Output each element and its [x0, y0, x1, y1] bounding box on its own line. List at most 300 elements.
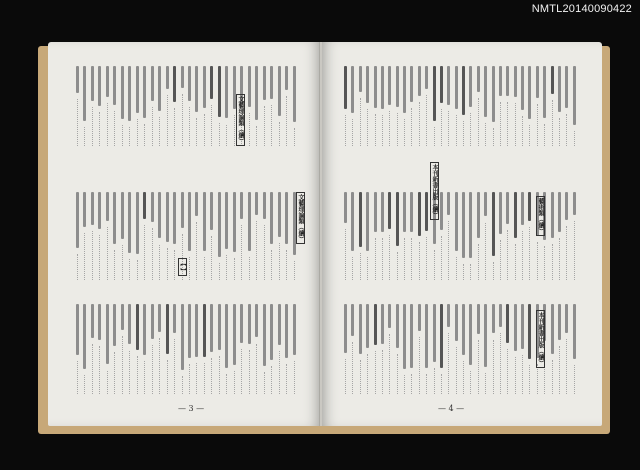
text-column	[248, 66, 251, 107]
text-column	[278, 192, 281, 237]
text-column	[492, 192, 495, 256]
leader-dots	[559, 118, 561, 146]
text-column	[477, 304, 480, 334]
text-column	[113, 66, 116, 105]
text-column	[484, 304, 487, 367]
leader-dots	[189, 107, 191, 146]
leader-dots	[144, 124, 146, 146]
text-column	[573, 66, 576, 125]
leader-dots	[441, 109, 443, 146]
left-header-2: 文藝理論類（續）	[297, 194, 304, 242]
leader-dots	[174, 108, 176, 146]
leader-dots	[226, 374, 228, 394]
leader-dots	[249, 113, 251, 146]
text-column	[151, 66, 154, 101]
text-column	[573, 192, 576, 215]
leader-dots	[544, 246, 546, 280]
right-header-2: 本刊新書出版（續）	[537, 312, 544, 366]
text-column	[181, 304, 184, 370]
leader-dots	[360, 98, 362, 146]
leader-dots	[211, 236, 213, 280]
text-column	[83, 304, 86, 369]
leader-dots	[211, 358, 213, 394]
leader-dots	[107, 371, 109, 395]
text-column	[374, 192, 377, 232]
leader-dots	[196, 363, 198, 394]
leader-dots	[196, 222, 198, 280]
text-column	[447, 192, 450, 215]
text-column	[462, 192, 465, 258]
leader-dots	[559, 346, 561, 394]
text-column	[76, 304, 79, 355]
leader-dots	[448, 333, 450, 394]
text-column	[203, 304, 206, 357]
leader-dots	[77, 99, 79, 146]
leader-dots	[167, 95, 169, 146]
text-column	[240, 304, 243, 343]
leader-dots	[107, 103, 109, 146]
leader-dots	[241, 225, 243, 280]
text-column	[128, 304, 131, 344]
leader-dots	[122, 336, 124, 394]
text-column	[128, 66, 131, 121]
leader-dots	[404, 119, 406, 146]
text-column	[528, 66, 531, 119]
text-column	[425, 66, 428, 89]
leader-dots	[507, 102, 509, 146]
text-column	[106, 66, 109, 97]
leader-dots	[294, 361, 296, 394]
text-column	[396, 304, 399, 348]
text-column	[76, 192, 79, 248]
text-column	[396, 66, 399, 107]
text-column	[98, 192, 101, 229]
text-column	[506, 192, 509, 224]
leader-dots	[174, 339, 176, 394]
leader-dots	[529, 125, 531, 146]
leader-dots	[226, 255, 228, 280]
text-column	[521, 192, 524, 225]
leader-dots	[529, 365, 531, 394]
text-column	[203, 66, 206, 108]
leader-dots	[182, 94, 184, 146]
text-column	[188, 192, 191, 251]
leader-dots	[219, 123, 221, 146]
text-column	[218, 192, 221, 257]
leader-dots	[574, 131, 576, 146]
leader-dots	[375, 238, 377, 280]
leader-dots	[152, 228, 154, 280]
leader-dots	[404, 238, 406, 280]
text-column	[433, 66, 436, 121]
leader-dots	[271, 366, 273, 394]
text-column	[381, 192, 384, 232]
leader-dots	[294, 128, 296, 146]
leader-dots	[189, 364, 191, 394]
text-column	[506, 304, 509, 343]
leader-dots	[114, 111, 116, 146]
leader-dots	[345, 115, 347, 146]
leader-dots	[367, 257, 369, 280]
text-column	[210, 192, 213, 230]
text-column	[506, 66, 509, 96]
leader-dots	[382, 238, 384, 280]
leader-dots	[456, 347, 458, 394]
text-column	[521, 304, 524, 349]
text-column	[551, 192, 554, 238]
text-column	[136, 66, 139, 113]
leader-dots	[389, 235, 391, 280]
leader-dots	[515, 244, 517, 280]
text-column	[484, 66, 487, 117]
text-column	[285, 66, 288, 90]
text-column	[351, 66, 354, 113]
left-top-block	[76, 66, 300, 146]
text-column	[173, 66, 176, 102]
leader-dots	[137, 119, 139, 146]
leader-dots	[434, 127, 436, 146]
leader-dots	[566, 339, 568, 394]
leader-dots	[470, 371, 472, 394]
text-column	[455, 66, 458, 109]
leader-dots	[271, 250, 273, 280]
text-column	[403, 192, 406, 232]
text-column	[410, 304, 413, 368]
text-column	[278, 66, 281, 116]
text-column	[521, 66, 524, 110]
leader-dots	[493, 340, 495, 395]
leader-dots	[441, 374, 443, 394]
leader-dots	[129, 127, 131, 146]
text-column	[293, 66, 296, 122]
text-column	[210, 304, 213, 352]
leader-dots	[375, 351, 377, 394]
leader-dots	[566, 114, 568, 146]
leader-dots	[77, 361, 79, 394]
text-column	[91, 304, 94, 338]
text-column	[270, 192, 273, 244]
text-column	[263, 66, 266, 100]
leader-dots	[84, 233, 86, 280]
leader-dots	[129, 259, 131, 280]
text-column	[440, 192, 443, 230]
leader-dots	[397, 113, 399, 146]
leader-dots	[478, 340, 480, 394]
text-column	[528, 192, 531, 221]
left-middle-block	[76, 192, 300, 280]
leader-dots	[485, 373, 487, 394]
leader-dots	[419, 242, 421, 280]
text-column	[136, 192, 139, 254]
leader-dots	[375, 114, 377, 146]
text-column	[143, 192, 146, 219]
leader-dots	[352, 119, 354, 146]
text-column	[469, 66, 472, 107]
text-column	[98, 66, 101, 106]
text-column	[565, 66, 568, 108]
text-column	[255, 304, 258, 337]
text-column	[425, 192, 428, 231]
leader-dots	[360, 253, 362, 280]
leader-dots	[144, 225, 146, 280]
leader-dots	[515, 103, 517, 146]
text-column	[344, 66, 347, 109]
leader-dots	[264, 106, 266, 146]
leader-dots	[137, 356, 139, 394]
text-column	[195, 66, 198, 112]
leader-dots	[434, 368, 436, 394]
text-column	[499, 66, 502, 96]
text-column	[388, 66, 391, 105]
leader-dots	[144, 361, 146, 394]
text-column	[418, 192, 421, 236]
leader-dots	[478, 244, 480, 280]
text-column	[477, 66, 480, 92]
text-column	[573, 304, 576, 359]
leader-dots	[219, 356, 221, 394]
leader-dots	[537, 104, 539, 146]
text-column	[469, 192, 472, 258]
text-column	[543, 66, 546, 118]
text-column	[514, 66, 517, 97]
text-column	[248, 192, 251, 251]
text-column	[143, 66, 146, 118]
leader-dots	[159, 245, 161, 281]
leader-dots	[552, 244, 554, 280]
right-page-number: — 4 —	[438, 404, 465, 413]
text-column	[113, 192, 116, 244]
text-column	[477, 192, 480, 238]
leader-dots	[397, 354, 399, 394]
leader-dots	[345, 229, 347, 280]
leader-dots	[500, 240, 502, 280]
text-column	[447, 66, 450, 105]
leader-dots	[448, 111, 450, 146]
text-column	[218, 66, 221, 117]
text-column	[76, 66, 79, 93]
leader-dots	[507, 349, 509, 394]
leader-dots	[500, 102, 502, 146]
leader-dots	[182, 376, 184, 394]
text-column	[374, 66, 377, 108]
leader-dots	[411, 238, 413, 280]
right-page	[322, 42, 602, 426]
leader-dots	[159, 338, 161, 394]
text-column	[396, 192, 399, 246]
leader-dots	[441, 236, 443, 280]
leader-dots	[204, 257, 206, 280]
text-column	[351, 304, 354, 336]
leader-dots	[234, 371, 236, 394]
text-column	[462, 304, 465, 355]
leader-dots	[515, 357, 517, 394]
text-column	[255, 66, 258, 120]
leader-dots	[204, 363, 206, 394]
leader-dots	[574, 221, 576, 280]
text-column	[492, 66, 495, 122]
leader-dots	[174, 250, 176, 280]
leader-dots	[99, 235, 101, 280]
text-column	[278, 304, 281, 345]
text-column	[366, 192, 369, 251]
text-column	[462, 66, 465, 115]
leader-dots	[419, 337, 421, 394]
text-column	[158, 66, 161, 111]
leader-dots	[196, 118, 198, 146]
leader-dots	[137, 260, 139, 280]
leader-dots	[367, 354, 369, 394]
text-column	[551, 304, 554, 354]
text-column	[151, 192, 154, 222]
leader-dots	[241, 349, 243, 394]
leader-dots	[92, 231, 94, 280]
leader-dots	[426, 237, 428, 280]
leader-dots	[256, 126, 258, 146]
text-column	[381, 66, 384, 109]
text-column	[366, 304, 369, 348]
leader-dots	[493, 128, 495, 146]
left-page	[48, 42, 320, 426]
text-column	[344, 192, 347, 223]
leader-dots	[99, 112, 101, 146]
text-column	[558, 304, 561, 340]
text-column	[270, 304, 273, 360]
text-column	[499, 304, 502, 327]
leader-dots	[114, 250, 116, 280]
text-column	[514, 304, 517, 351]
right-top-block	[344, 66, 580, 146]
text-column	[166, 304, 169, 354]
text-column	[121, 304, 124, 330]
text-column	[425, 304, 428, 368]
leader-dots	[389, 334, 391, 394]
text-column	[440, 66, 443, 103]
leader-dots	[122, 125, 124, 146]
text-column	[366, 66, 369, 103]
text-column	[403, 304, 406, 369]
leader-dots	[426, 374, 428, 394]
text-column	[121, 192, 124, 239]
leader-dots	[279, 122, 281, 146]
text-column	[410, 192, 413, 232]
leader-dots	[544, 124, 546, 146]
text-column	[499, 192, 502, 234]
leader-dots	[566, 226, 568, 280]
leader-dots	[345, 359, 347, 394]
text-column	[285, 192, 288, 244]
leader-dots	[537, 364, 539, 394]
text-column	[188, 304, 191, 358]
text-column	[151, 304, 154, 339]
text-column	[218, 304, 221, 350]
text-column	[166, 66, 169, 89]
leader-dots	[463, 264, 465, 280]
leader-dots	[234, 258, 236, 280]
leader-dots	[286, 364, 288, 394]
text-column	[91, 66, 94, 101]
leader-dots	[493, 262, 495, 280]
text-column	[173, 192, 176, 244]
text-column	[551, 66, 554, 94]
text-column	[492, 304, 495, 333]
text-column	[225, 192, 228, 249]
text-column	[83, 192, 86, 227]
leader-dots	[426, 95, 428, 146]
text-column	[558, 192, 561, 232]
leader-dots	[271, 105, 273, 146]
leader-dots	[382, 115, 384, 146]
leader-dots	[84, 127, 86, 146]
leader-dots	[537, 242, 539, 280]
text-column	[173, 304, 176, 333]
text-column	[240, 192, 243, 219]
leader-dots	[211, 105, 213, 146]
leader-dots	[404, 375, 406, 394]
leader-dots	[434, 250, 436, 280]
leader-dots	[152, 345, 154, 394]
text-column	[433, 304, 436, 362]
text-column	[514, 192, 517, 238]
left-header-1: 文藝理論類（續）	[237, 96, 244, 144]
leader-dots	[159, 117, 161, 146]
leader-dots	[411, 108, 413, 146]
leader-dots	[411, 374, 413, 394]
text-column	[565, 304, 568, 333]
leader-dots	[256, 344, 258, 395]
text-column	[106, 192, 109, 221]
text-column	[195, 192, 198, 216]
text-column	[210, 66, 213, 99]
text-column	[263, 192, 266, 219]
text-column	[195, 304, 198, 357]
text-column	[381, 304, 384, 344]
leader-dots	[522, 231, 524, 280]
leader-dots	[77, 254, 79, 280]
text-column	[83, 66, 86, 121]
leader-dots	[152, 107, 154, 146]
leader-dots	[92, 344, 94, 394]
text-column	[121, 66, 124, 119]
text-column	[455, 304, 458, 341]
leader-dots	[294, 261, 296, 280]
right-header-1: 藝術類（續）	[537, 198, 544, 234]
leader-dots	[286, 96, 288, 146]
leader-dots	[167, 360, 169, 394]
text-column	[344, 304, 347, 353]
text-column	[136, 304, 139, 350]
text-column	[248, 304, 251, 344]
leader-dots	[529, 227, 531, 280]
leader-dots	[552, 360, 554, 394]
leader-dots	[352, 342, 354, 394]
leader-dots	[279, 243, 281, 280]
leader-dots	[419, 102, 421, 146]
text-column	[374, 304, 377, 345]
text-column	[225, 304, 228, 368]
leader-dots	[456, 115, 458, 146]
text-column	[181, 66, 184, 88]
text-column	[166, 192, 169, 242]
text-column	[388, 192, 391, 229]
text-column	[203, 192, 206, 251]
leader-dots	[552, 100, 554, 146]
leader-dots	[219, 263, 221, 280]
text-column	[440, 304, 443, 368]
leader-dots	[470, 113, 472, 146]
text-column	[158, 192, 161, 238]
leader-dots	[114, 352, 116, 394]
caption-label: NMTL20140090422	[531, 3, 632, 15]
